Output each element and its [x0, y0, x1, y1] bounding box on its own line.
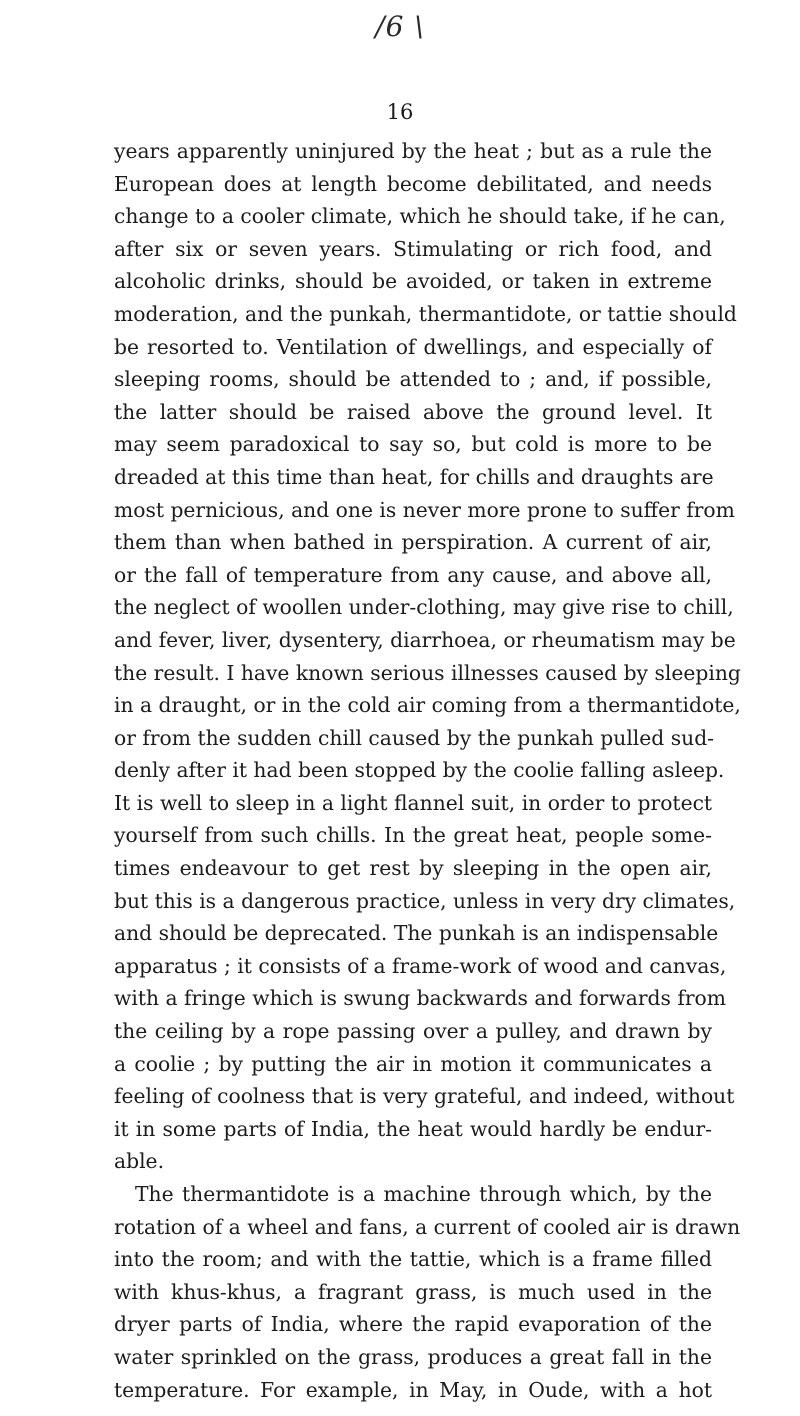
- handwritten-mark: /6 \: [375, 10, 425, 43]
- text-line: change to a cooler climate, which he should take, if he can,: [114, 204, 726, 229]
- text-line: the result. I have known serious illnesses caused by sleeping: [114, 660, 741, 685]
- text-line: with a fringe which is swung backwards and forwards from: [114, 986, 726, 1011]
- text-line: be resorted to. Ventilation of dwellings, and especially of: [114, 334, 712, 359]
- text-line: or the fall of temperature from any cause, and above all,: [114, 562, 712, 587]
- text-line: able.: [114, 1149, 165, 1174]
- text-line: European does at length become debilitated, and needs: [114, 171, 712, 196]
- body-text: [114, 135, 741, 1406]
- text-line: in a draught, or in the cold air coming from a thermantidote,: [114, 693, 741, 718]
- text-line: denly after it had been stopped by the coolie falling asleep.: [114, 758, 725, 783]
- text-line: rotation of a wheel and fans, a current of cooled air is drawn: [114, 1214, 741, 1239]
- text-line: but this is a dangerous practice, unless in very dry climates,: [114, 888, 736, 913]
- text-line: with khus-khus, a fragrant grass, is much used in the: [114, 1279, 712, 1304]
- text-line: temperature. For example, in May, in Oude, with a hot: [114, 1377, 712, 1402]
- text-line: apparatus ; it consists of a frame-work of wood and canvas,: [114, 953, 727, 978]
- text-line: and fever, liver, dysentery, diarrhoea, or rheumatism may be: [114, 627, 736, 652]
- text-line: or from the sudden chill caused by the punkah pulled sud-: [114, 725, 715, 750]
- text-line: after six or seven years. Stimulating or rich food, and: [114, 236, 712, 261]
- text-line: water sprinkled on the grass, produces a great fall in the: [114, 1344, 712, 1369]
- text-line: into the room; and with the tattie, which is a frame filled: [114, 1247, 712, 1272]
- text-line: most pernicious, and one is never more prone to suffer from: [114, 497, 735, 522]
- text-line: times endeavour to get rest by sleeping in the open air,: [114, 856, 712, 881]
- text-line: years apparently uninjured by the heat ; but as a rule the: [114, 139, 712, 163]
- text-line: them than when bathed in perspiration. A current of air,: [114, 530, 712, 555]
- text-line: and should be deprecated. The punkah is an indispensable: [114, 921, 719, 946]
- text-line: alcoholic drinks, should be avoided, or taken in extreme: [114, 269, 712, 294]
- text-line: it in some parts of India, the heat would hardly be endur-: [114, 1116, 712, 1141]
- text-line: sleeping rooms, should be attended to ; and, if possible,: [114, 367, 712, 392]
- text-line: dryer parts of India, where the rapid evaporation of the: [114, 1312, 712, 1337]
- text-line: a coolie ; by putting the air in motion it communicates a: [114, 1051, 712, 1076]
- text-line: It is well to sleep in a light flannel suit, in order to protect: [114, 790, 713, 815]
- text-line: yourself from such chills. In the great heat, people some-: [114, 823, 712, 848]
- text-line: the ceiling by a rope passing over a pulley, and drawn by: [114, 1019, 712, 1044]
- text-line: dreaded at this time than heat, for chills and draughts are: [114, 464, 714, 489]
- text-line: the neglect of woollen under-clothing, may give rise to chill,: [114, 595, 734, 620]
- page-number: 16: [386, 100, 414, 124]
- text-line: feeling of coolness that is very grateful, and indeed, without: [114, 1084, 735, 1109]
- text-line: may seem paradoxical to say so, but cold is more to be: [114, 432, 712, 457]
- text-line: moderation, and the punkah, thermantidote, or tattie should: [114, 301, 737, 326]
- text-line: The thermantidote is a machine through which, by the: [135, 1182, 712, 1206]
- text-line: the latter should be raised above the ground level. It: [114, 399, 712, 424]
